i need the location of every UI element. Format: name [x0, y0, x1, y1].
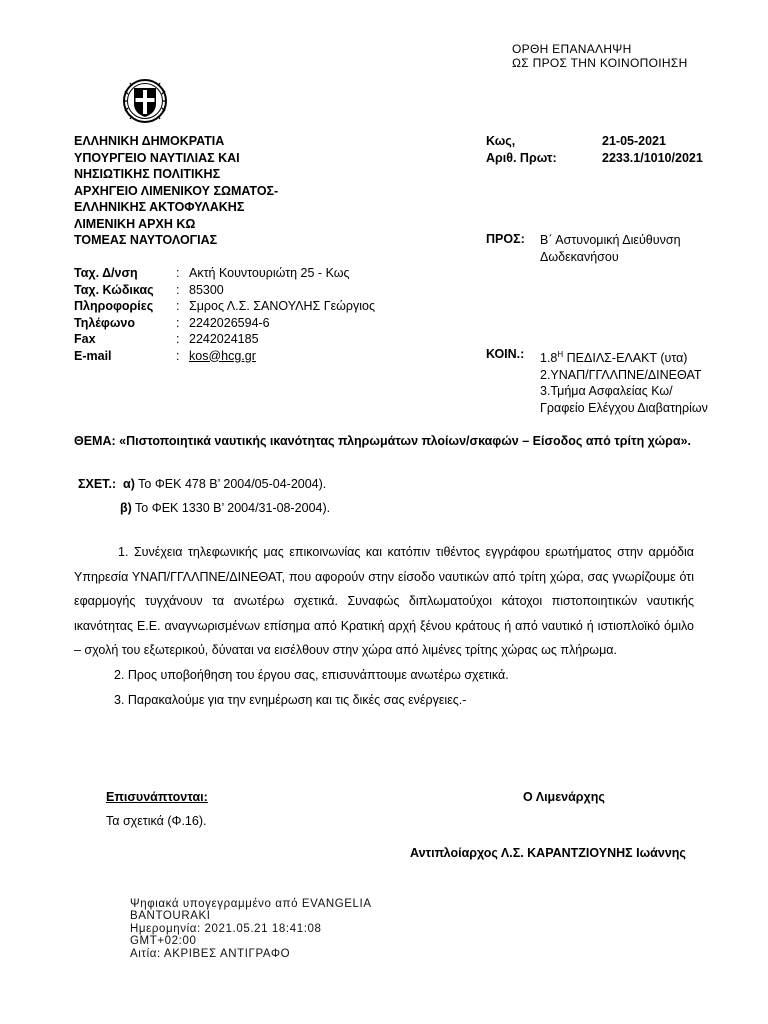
- separator: :: [176, 282, 180, 297]
- cc-item-2: 2.ΥΝΑΠ/ΓΓΛΛΠΝΕ/ΔΙΝΕΘΑΤ: [540, 367, 702, 382]
- cc-list: [540, 347, 708, 416]
- correction-note-line2: ΩΣ ΠΡΟΣ ΤΗΝ ΚΟΙΝΟΠΟΙΗΣΗ: [512, 56, 688, 70]
- issuer-line: ΕΛΛΗΝΙΚΗ ΔΗΜΟΚΡΑΤΙΑ: [74, 134, 225, 148]
- issuer-header: [74, 133, 278, 249]
- protocol-label: Αριθ. Πρωτ:: [486, 150, 557, 165]
- issuer-line: ΕΛΛΗΝΙΚΗΣ ΑΚΤΟΦΥΛΑΚΗΣ: [74, 200, 245, 214]
- postcode-value: 85300: [189, 282, 224, 297]
- phone-value: 2242026594-6: [189, 315, 270, 330]
- separator: :: [176, 299, 180, 313]
- correction-note: [512, 42, 688, 70]
- signatory-role: Ο Λιμενάρχης: [523, 790, 605, 804]
- enclosures-value: Τα σχετικά (Φ.16).: [106, 814, 207, 828]
- relevant-a-text: Το ΦΕΚ 478 Β’ 2004/05-04-2004).: [138, 477, 327, 491]
- protocol-number: 2233.1/1010/2021: [602, 150, 703, 165]
- digital-signature-line4: GMT+02:00: [130, 935, 197, 948]
- enclosures-label: Επισυνάπτονται:: [106, 790, 208, 804]
- relevant-a-key: α): [123, 477, 135, 491]
- fax-label: Fax: [74, 332, 96, 346]
- relevant-b-key: β): [120, 501, 132, 515]
- separator: :: [176, 348, 180, 363]
- subject: ΘΕΜΑ: «Πιστοποιητικά ναυτικής ικανότητας πληρωμάτων πλοίων/σκαφών – Είσοδος από τρίτη χώρα».: [74, 434, 692, 448]
- paragraph-2: 2. Προς υποβοήθηση του έργου σας, επισυνάπτουμε ανωτέρω σχετικά.: [114, 667, 509, 682]
- digital-signature-line2: BANTOURAKI: [130, 910, 211, 923]
- separator: :: [176, 266, 180, 280]
- cc-item-1: [540, 347, 708, 367]
- relevant-label: ΣΧΕΤ.:: [78, 477, 117, 491]
- recipient: [540, 232, 681, 265]
- info-label: Πληροφορίες: [74, 299, 154, 313]
- digital-signature-line5: Αιτία: ΑΚΡΙΒΕΣ ΑΝΤΙΓΡΑΦΟ: [130, 947, 291, 960]
- signatory-name: Αντιπλοίαρχος Λ.Σ. ΚΑΡΑΝΤΖΙΟΥΝΗΣ Ιωάννης: [410, 846, 686, 860]
- email-link[interactable]: kos@hcg.gr: [189, 348, 256, 363]
- phone-label: Τηλέφωνο: [74, 315, 136, 330]
- document-date: 21-05-2021: [602, 134, 666, 148]
- address-value: Ακτή Κουντουριώτη 25 - Κως: [189, 266, 350, 280]
- email-label: E-mail: [74, 348, 112, 363]
- issuer-line: ΝΗΣΙΩΤΙΚΗΣ ΠΟΛΙΤΙΚΗΣ: [74, 167, 221, 181]
- document-meta: [486, 133, 703, 166]
- digital-signature: [130, 898, 372, 960]
- cc-item-3: 3.Τμήμα Ασφαλείας Κω/: [540, 384, 673, 398]
- digital-signature-line1: Ψηφιακά υπογεγραμμένο από EVANGELIA: [130, 898, 372, 910]
- body-text: [74, 540, 694, 712]
- postcode-label: Ταχ. Κώδικας: [74, 282, 154, 297]
- address-label: Ταχ. Δ/νση: [74, 266, 138, 280]
- issuer-line: ΥΠΟΥΡΓΕΙΟ ΝΑΥΤΙΛΙΑΣ ΚΑΙ: [74, 150, 240, 165]
- fax-value: 2242024185: [189, 332, 259, 346]
- separator: :: [176, 332, 180, 346]
- recipient-label: ΠΡΟΣ:: [486, 232, 525, 246]
- place-label: Κως,: [486, 134, 516, 148]
- contact-block: [74, 265, 375, 364]
- relevant-a: [78, 477, 326, 491]
- cc-item-1-prefix: 1.8: [540, 351, 558, 365]
- issuer-line: ΤΟΜΕΑΣ ΝΑΥΤΟΛΟΓΙΑΣ: [74, 233, 218, 247]
- cc-label: ΚΟΙΝ.:: [486, 347, 525, 361]
- info-value: Σμρος Λ.Σ. ΣΑΝΟΥΛΗΣ Γεώργιος: [189, 299, 376, 313]
- relevant-b: [120, 501, 330, 515]
- relevant-b-text: Το ΦΕΚ 1330 Β’ 2004/31-08-2004).: [135, 501, 331, 515]
- correction-note-line1: ΟΡΘΗ ΕΠΑΝΑΛΗΨΗ: [512, 42, 632, 56]
- greek-coat-of-arms-icon: [122, 78, 168, 124]
- recipient-line1: Β΄ Αστυνομική Διεύθυνση: [540, 233, 681, 247]
- separator: :: [176, 315, 180, 330]
- paragraph-1: 1. Συνέχεια τηλεφωνικής μας επικοινωνίας και κατόπιν τιθέντος εγγράφου ερωτήματος στην αρμόδια Υπηρεσία ΥΝΑΠ/ΓΓΛΛΠΝΕ/ΔΙΝΕΘΑΤ, που αφορούν στην είσοδο ναυτικών από τρίτη χώρα, σας γνωρίζουμε ότι εφαρμογής τυγχάνουν τα ανωτέρω σχετικά. Συναφώς διπλωματούχοι κάτοχοι πιστοποιητικών ναυτικής ικανότητας Ε.Ε. αναγνωρισμένων επίσημα από Κρατική αρχή ξένου κράτους ή από ναυτικό ή ιστιοπλοϊκό όμιλο – σχολή του εξωτερικού, δύναται να εισέλθουν στην χώρα από λιμένες τρίτης χώρας ως πλήρωμα.: [74, 545, 694, 658]
- issuer-line: ΑΡΧΗΓΕΙΟ ΛΙΜΕΝΙΚΟΥ ΣΩΜΑΤΟΣ-: [74, 183, 279, 198]
- recipient-line2: Δωδεκανήσου: [540, 249, 619, 264]
- issuer-line: ΛΙΜΕΝΙΚΗ ΑΡΧΗ ΚΩ: [74, 216, 196, 231]
- cc-item-3b: Γραφείο Ελέγχου Διαβατηρίων: [540, 400, 708, 415]
- digital-signature-line3: Ημερομηνία: 2021.05.21 18:41:08: [130, 922, 322, 935]
- cc-item-1-rest: ΠΕΔΙΛΣ-ΕΛΑΚΤ (υτα): [563, 351, 688, 365]
- paragraph-3: 3. Παρακαλούμε για την ενημέρωση και τις δικές σας ενέργειες.-: [114, 692, 467, 707]
- cc-item-1-sup: Η: [557, 350, 564, 359]
